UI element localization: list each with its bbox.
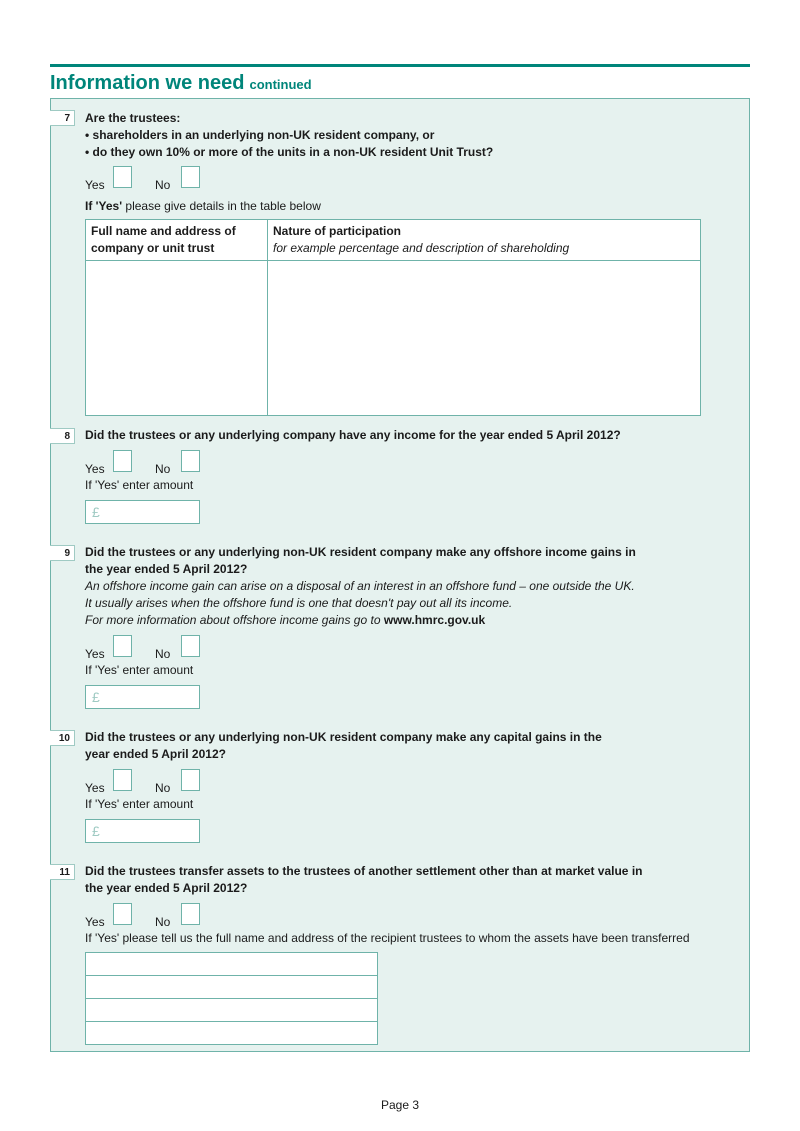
question-7-instruction-rest: please give details in the table below (122, 199, 321, 213)
page-title (50, 72, 312, 95)
page-title-text: Information we need (50, 72, 245, 94)
page-title-continued: continued (249, 77, 312, 92)
question-7-bullet-2: • do they own 10% or more of the units in a non-UK resident Unit Trust? (85, 145, 494, 159)
question-7-yes-label: Yes (85, 178, 105, 192)
question-10-no-label: No (155, 781, 171, 795)
table-cell-company[interactable] (86, 261, 268, 416)
table-header-company: Full name and address of company or unit trust (86, 220, 268, 261)
question-11-no-label: No (155, 915, 171, 929)
question-11-no-checkbox[interactable] (181, 903, 200, 925)
question-8-amount-field[interactable]: £ (85, 500, 200, 524)
question-9-number: 9 (50, 545, 75, 561)
question-10-instruction: If 'Yes' enter amount (85, 797, 194, 811)
question-9-yes-label: Yes (85, 647, 105, 661)
question-9-note-3-prefix: For more information about offshore income gains go to (85, 613, 384, 627)
question-9-note-2: It usually arises when the offshore fund is one that doesn't pay out all its income. (85, 596, 513, 610)
recipient-line-1[interactable] (86, 953, 377, 976)
question-9-no-checkbox[interactable] (181, 635, 200, 657)
question-8-yes-label: Yes (85, 462, 105, 476)
table-header-participation-sub: for example percentage and description of shareholding (273, 241, 570, 255)
hmrc-link[interactable]: www.hmrc.gov.uk (383, 613, 486, 627)
table-header-participation-title: Nature of participation (273, 224, 402, 238)
question-9-note-3 (85, 612, 485, 629)
question-9-amount-field[interactable]: £ (85, 685, 200, 709)
page-number: Page 3 (380, 1098, 420, 1112)
header-rule (50, 64, 750, 67)
question-8-text: Did the trustees or any underlying company have any income for the year ended 5 April 2012? (85, 428, 621, 442)
question-8-instruction: If 'Yes' enter amount (85, 478, 194, 492)
question-9-instruction: If 'Yes' enter amount (85, 663, 194, 677)
question-7-no-checkbox[interactable] (181, 166, 200, 188)
question-7-number: 7 (50, 110, 75, 126)
recipient-line-2[interactable] (86, 976, 377, 999)
question-10-amount-field[interactable]: £ (85, 819, 200, 843)
question-9-text: Did the trustees or any underlying non-UK resident company make any offshore income gains in the year ended 5 April 2012? (85, 545, 636, 576)
question-11-yes-label: Yes (85, 915, 105, 929)
table-header-participation (268, 220, 701, 261)
question-10-yes-checkbox[interactable] (113, 769, 132, 791)
recipient-line-3[interactable] (86, 999, 377, 1022)
question-8-number: 8 (50, 428, 75, 444)
question-7-bullet-1: • shareholders in an underlying non-UK resident company, or (85, 128, 435, 142)
question-11-text: Did the trustees transfer assets to the trustees of another settlement other than at market value in the year ended 5 April 2012? (85, 864, 643, 895)
question-8-no-checkbox[interactable] (181, 450, 200, 472)
question-7-instruction-bold: If 'Yes' (85, 199, 123, 213)
question-9-yes-checkbox[interactable] (113, 635, 132, 657)
question-7-text: Are the trustees: (85, 111, 181, 125)
recipient-line-4[interactable] (86, 1022, 377, 1044)
question-9-note-1: An offshore income gain can arise on a disposal of an interest in an offshore fund – one outside the UK. (85, 579, 635, 593)
question-10-text: Did the trustees or any underlying non-UK resident company make any capital gains in the year ended 5 April 2012? (85, 730, 602, 761)
question-7-yes-checkbox[interactable] (113, 166, 132, 188)
table-cell-participation[interactable] (268, 261, 701, 416)
question-7-instruction (85, 198, 321, 214)
question-9-no-label: No (155, 647, 171, 661)
question-10-number: 10 (50, 730, 75, 746)
question-8-no-label: No (155, 462, 171, 476)
question-10-yes-label: Yes (85, 781, 105, 795)
question-8-yes-checkbox[interactable] (113, 450, 132, 472)
question-11-number: 11 (50, 864, 75, 880)
question-11-instruction: If 'Yes' please tell us the full name and address of the recipient trustees to whom the assets have been transferred (85, 931, 690, 945)
question-10-no-checkbox[interactable] (181, 769, 200, 791)
question-7-details-table (85, 219, 701, 416)
question-11-recipient-lines (85, 952, 378, 1045)
question-11-yes-checkbox[interactable] (113, 903, 132, 925)
question-7-no-label: No (155, 178, 171, 192)
